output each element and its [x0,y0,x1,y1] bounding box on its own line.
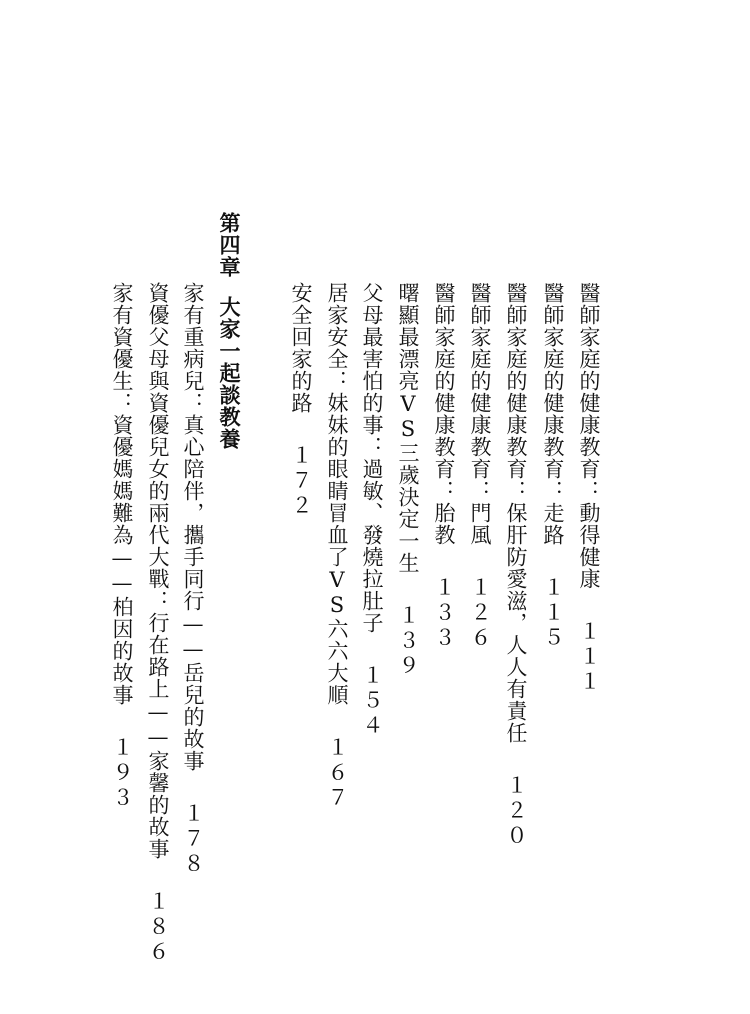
entry-title: 醫師家庭的健康教育：走路 [541,282,565,546]
entry-page-number: １１１ [577,620,601,695]
entry-title: 資優父母與資優兒女的兩代大戰：行在路上——家馨的故事 [146,282,170,860]
entry-title: 醫師家庭的健康教育：保肝防愛滋，人人有責任 [504,282,528,744]
entry-title: 家有資優生：資優媽媽難為——柏因的故事 [110,282,134,706]
entry-page-number: １９３ [110,736,134,811]
entry-page-number: １２６ [468,576,492,651]
toc-entry [288,282,314,519]
entry-title: 醫師家庭的健康教育：動得健康 [577,282,601,590]
entry-title: 曙顯最漂亮VS三歲決定一生 [396,282,420,574]
chapter-heading [216,212,242,450]
entry-title: 安全回家的路 [289,282,313,414]
toc-entry [503,282,529,849]
toc-entry [180,282,206,877]
toc-entry [467,282,493,651]
entry-title: 醫師家庭的健康教育：門風 [468,282,492,546]
entry-page-number: １３３ [432,576,456,651]
toc-entry [431,282,457,651]
entry-page-number: １２０ [504,774,528,849]
toc-entry [109,282,135,811]
toc-entry [359,282,385,739]
toc-entry [324,282,350,811]
entry-title: 醫師家庭的健康教育：胎教 [432,282,456,546]
entry-page-number: １７８ [181,802,205,877]
chapter-title: 大家一起談教養 [217,296,242,450]
entry-title: 家有重病兒：真心陪伴，攜手同行——岳兒的故事 [181,282,205,772]
entry-page-number: １３９ [396,604,420,679]
entry-page-number: １１５ [541,576,565,651]
entry-page-number: １５４ [360,664,384,739]
entry-title: 父母最害怕的事：過敏、發燒拉肚子 [360,282,384,634]
toc-entry [540,282,566,651]
entry-page-number: １７２ [289,444,313,519]
entry-title: 居家安全：妹妹的眼睛冒血了VS六六大順 [325,282,349,706]
entry-page-number: １６７ [325,736,349,811]
toc-entry [395,282,421,679]
chapter-label: 第四章 [217,212,242,278]
toc-entry [145,282,171,965]
entry-page-number: １８６ [146,890,170,965]
toc-entry [576,282,602,695]
